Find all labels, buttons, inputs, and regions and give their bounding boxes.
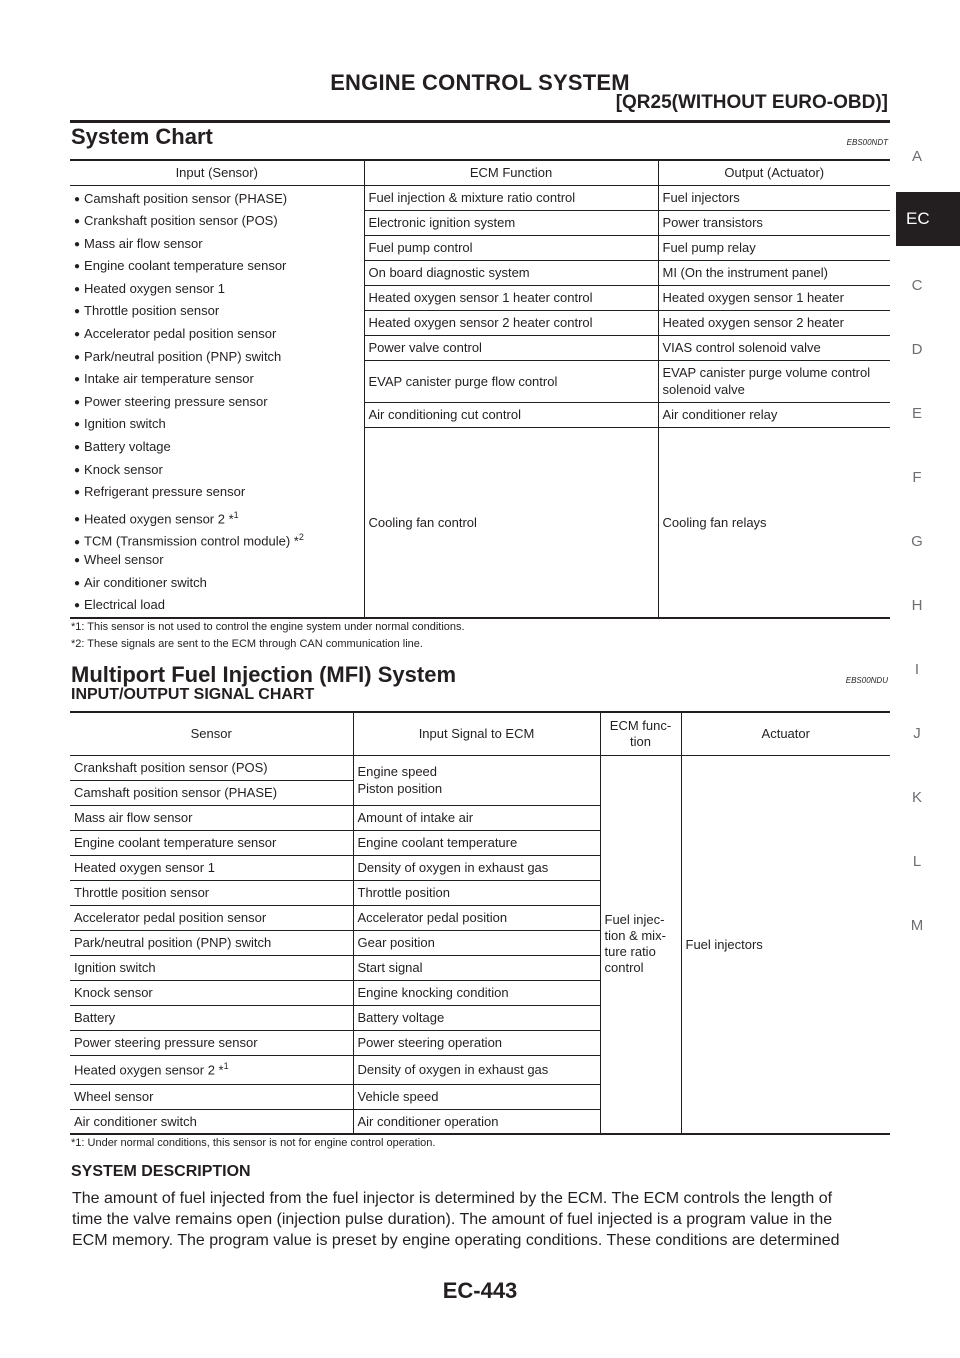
list-item-hos2: [74, 504, 360, 527]
list-item: ● Camshaft position sensor (PHASE): [74, 188, 360, 211]
list-item: ● Electrical load: [74, 594, 360, 617]
input-signal-cell: Power steering operation: [353, 1030, 600, 1055]
actuator-cell: Fuel injectors: [681, 755, 890, 1134]
sensor-cell: Wheel sensor: [70, 1084, 353, 1109]
sensor-cell: Accelerator pedal position sensor: [70, 905, 353, 930]
input-signal-cell: Battery voltage: [353, 1005, 600, 1030]
footnote-1: *1: This sensor is not used to control the engine system under normal conditions.: [71, 621, 465, 633]
sensor-cell: Power steering pressure sensor: [70, 1030, 353, 1055]
column-header-input-signal: Input Signal to ECM: [353, 712, 600, 755]
output-cell: MI (On the instrument panel): [658, 260, 890, 285]
section-tab-h[interactable]: H: [911, 597, 923, 614]
input-signal-cell: Density of oxygen in exhaust gas: [353, 1055, 600, 1084]
ecm-function-cell: On board diagnostic system: [364, 260, 658, 285]
sensor-cell: Park/neutral position (PNP) switch: [70, 930, 353, 955]
list-item: ● Accelerator pedal position sensor: [74, 323, 360, 346]
sensor-cell: Camshaft position sensor (PHASE): [70, 780, 353, 805]
section-tab-i[interactable]: I: [914, 661, 920, 678]
footnote-marker: 1: [223, 1061, 229, 1072]
paragraph-line: The amount of fuel injected from the fuel injector is determined by the ECM. The ECM controls the length of: [72, 1190, 833, 1207]
list-item: ● Mass air flow sensor: [74, 233, 360, 256]
output-cell: Cooling fan relays: [658, 427, 890, 617]
page-header-subtitle: [QR25(WITHOUT EURO-OBD)]: [615, 92, 888, 113]
page-header-title: ENGINE CONTROL SYSTEM: [330, 70, 630, 95]
sensor-label: Heated oxygen sensor 2 *: [74, 1062, 224, 1078]
mfi-section-title: Multiport Fuel Injection (MFI) System: [71, 662, 456, 687]
output-cell: Heated oxygen sensor 2 heater: [658, 310, 890, 335]
section-index-tabs: [896, 0, 960, 1358]
input-signal-cell: Start signal: [353, 955, 600, 980]
input-signal-text: Engine speed Piston position: [357, 764, 443, 796]
input-sensor-list: [70, 185, 364, 618]
sensor-cell: Heated oxygen sensor 1: [70, 855, 353, 880]
list-item: ● Ignition switch: [74, 413, 360, 436]
list-item: ● Throttle position sensor: [74, 300, 360, 323]
output-cell: Air conditioner relay: [658, 402, 890, 427]
section-tab-j[interactable]: J: [913, 725, 921, 742]
io-signal-table: [70, 711, 890, 1135]
input-signal-cell: Air conditioner operation: [353, 1109, 600, 1134]
section-tab-d[interactable]: D: [911, 341, 923, 358]
ecm-function-cell: Electronic ignition system: [364, 210, 658, 235]
table-header-row: [70, 160, 890, 185]
list-item-label: TCM (Transmission control module) *: [84, 533, 299, 549]
column-header-input: Input (Sensor): [70, 160, 364, 185]
column-header-ecm-function: [600, 712, 681, 755]
sensor-cell: Crankshaft position sensor (POS): [70, 755, 353, 780]
column-header-actuator: Actuator: [681, 712, 890, 755]
input-signal-cell: [353, 755, 600, 805]
sensor-cell: Engine coolant temperature sensor: [70, 830, 353, 855]
output-cell: EVAP canister purge volume control solenoid valve: [658, 360, 890, 402]
list-item: ● Knock sensor: [74, 459, 360, 482]
ecm-function-cell: [600, 755, 681, 1134]
system-chart-title: System Chart: [71, 124, 213, 149]
sensor-cell: Battery: [70, 1005, 353, 1030]
sensor-cell: Throttle position sensor: [70, 880, 353, 905]
output-cell: Fuel pump relay: [658, 235, 890, 260]
output-cell: Power transistors: [658, 210, 890, 235]
system-description-title: SYSTEM DESCRIPTION: [71, 1163, 251, 1180]
sensor-cell: Air conditioner switch: [70, 1109, 353, 1134]
input-signal-cell: Density of oxygen in exhaust gas: [353, 855, 600, 880]
section-tab-l[interactable]: L: [912, 853, 922, 870]
output-cell: Fuel injectors: [658, 185, 890, 210]
system-chart-code: EBS00NDT: [846, 138, 888, 147]
ecm-function-text: Fuel injec- tion & mix- ture ratio control: [604, 912, 666, 976]
sensor-cell: Knock sensor: [70, 980, 353, 1005]
section-tab-e[interactable]: E: [911, 405, 922, 422]
table-header-row: [70, 712, 890, 755]
page-number: EC-443: [442, 1278, 518, 1303]
system-description-paragraph: [72, 1188, 890, 1251]
input-signal-cell: Amount of intake air: [353, 805, 600, 830]
system-chart-table: [70, 159, 890, 619]
ecm-function-header-text: ECM func- tion: [609, 717, 672, 749]
list-item: ● Wheel sensor: [74, 549, 360, 572]
table-row: [70, 755, 890, 780]
footnote-marker: 1: [233, 509, 239, 520]
list-item: ● Refrigerant pressure sensor: [74, 481, 360, 504]
section-tab-g[interactable]: G: [911, 533, 923, 550]
input-signal-cell: Throttle position: [353, 880, 600, 905]
sensor-cell: Ignition switch: [70, 955, 353, 980]
list-item: ● Intake air temperature sensor: [74, 368, 360, 391]
ecm-function-cell: Heated oxygen sensor 2 heater control: [364, 310, 658, 335]
section-tab-k[interactable]: K: [911, 789, 922, 806]
section-tab-m[interactable]: M: [910, 917, 924, 934]
list-item: ● Air conditioner switch: [74, 572, 360, 595]
ecm-function-cell: Cooling fan control: [364, 427, 658, 617]
ecm-function-cell: Fuel pump control: [364, 235, 658, 260]
sensor-cell: Mass air flow sensor: [70, 805, 353, 830]
ecm-function-cell: Power valve control: [364, 335, 658, 360]
input-signal-cell: Engine coolant temperature: [353, 830, 600, 855]
input-signal-cell: Engine knocking condition: [353, 980, 600, 1005]
paragraph-line: ECM memory. The program value is preset by engine operating conditions. These conditions are determined: [72, 1232, 840, 1249]
section-tab-a[interactable]: A: [911, 148, 922, 165]
input-signal-cell: Vehicle speed: [353, 1084, 600, 1109]
footnote-2: *2: These signals are sent to the ECM through CAN communication line.: [71, 638, 423, 650]
ecm-function-cell: Fuel injection & mixture ratio control: [364, 185, 658, 210]
list-item: ● Heated oxygen sensor 1: [74, 278, 360, 301]
list-item: ● Engine coolant temperature sensor: [74, 255, 360, 278]
output-cell: Heated oxygen sensor 1 heater: [658, 285, 890, 310]
ecm-function-cell: Heated oxygen sensor 1 heater control: [364, 285, 658, 310]
column-header-output: Output (Actuator): [658, 160, 890, 185]
io-chart-footnote: *1: Under normal conditions, this sensor is not for engine control operation.: [71, 1137, 436, 1149]
sensor-cell-hos2: [70, 1055, 353, 1084]
list-item-tcm: [74, 526, 360, 549]
section-tab-f[interactable]: F: [912, 469, 922, 486]
list-item-label: Heated oxygen sensor 2 *: [84, 511, 234, 527]
list-item: ● Crankshaft position sensor (POS): [74, 210, 360, 233]
input-signal-cell: Accelerator pedal position: [353, 905, 600, 930]
ecm-function-cell: EVAP canister purge flow control: [364, 360, 658, 402]
column-header-ecm-function: ECM Function: [364, 160, 658, 185]
table-row: [70, 185, 890, 210]
list-item: ● Park/neutral position (PNP) switch: [74, 346, 360, 369]
list-item: ● Battery voltage: [74, 436, 360, 459]
header-divider: [70, 120, 890, 123]
list-item: ● Power steering pressure sensor: [74, 391, 360, 414]
output-cell: VIAS control solenoid valve: [658, 335, 890, 360]
ecm-function-cell: Air conditioning cut control: [364, 402, 658, 427]
mfi-section-code: EBS00NDU: [845, 676, 888, 685]
footnote-marker: 2: [298, 532, 304, 543]
paragraph-line: time the valve remains open (injection pulse duration). The amount of fuel injected is a program value in the: [72, 1211, 833, 1228]
input-signal-cell: Gear position: [353, 930, 600, 955]
section-tab-ec-active[interactable]: EC: [896, 192, 960, 246]
io-signal-chart-title: INPUT/OUTPUT SIGNAL CHART: [71, 686, 315, 703]
section-tab-c[interactable]: C: [911, 277, 923, 294]
column-header-sensor: Sensor: [70, 712, 353, 755]
